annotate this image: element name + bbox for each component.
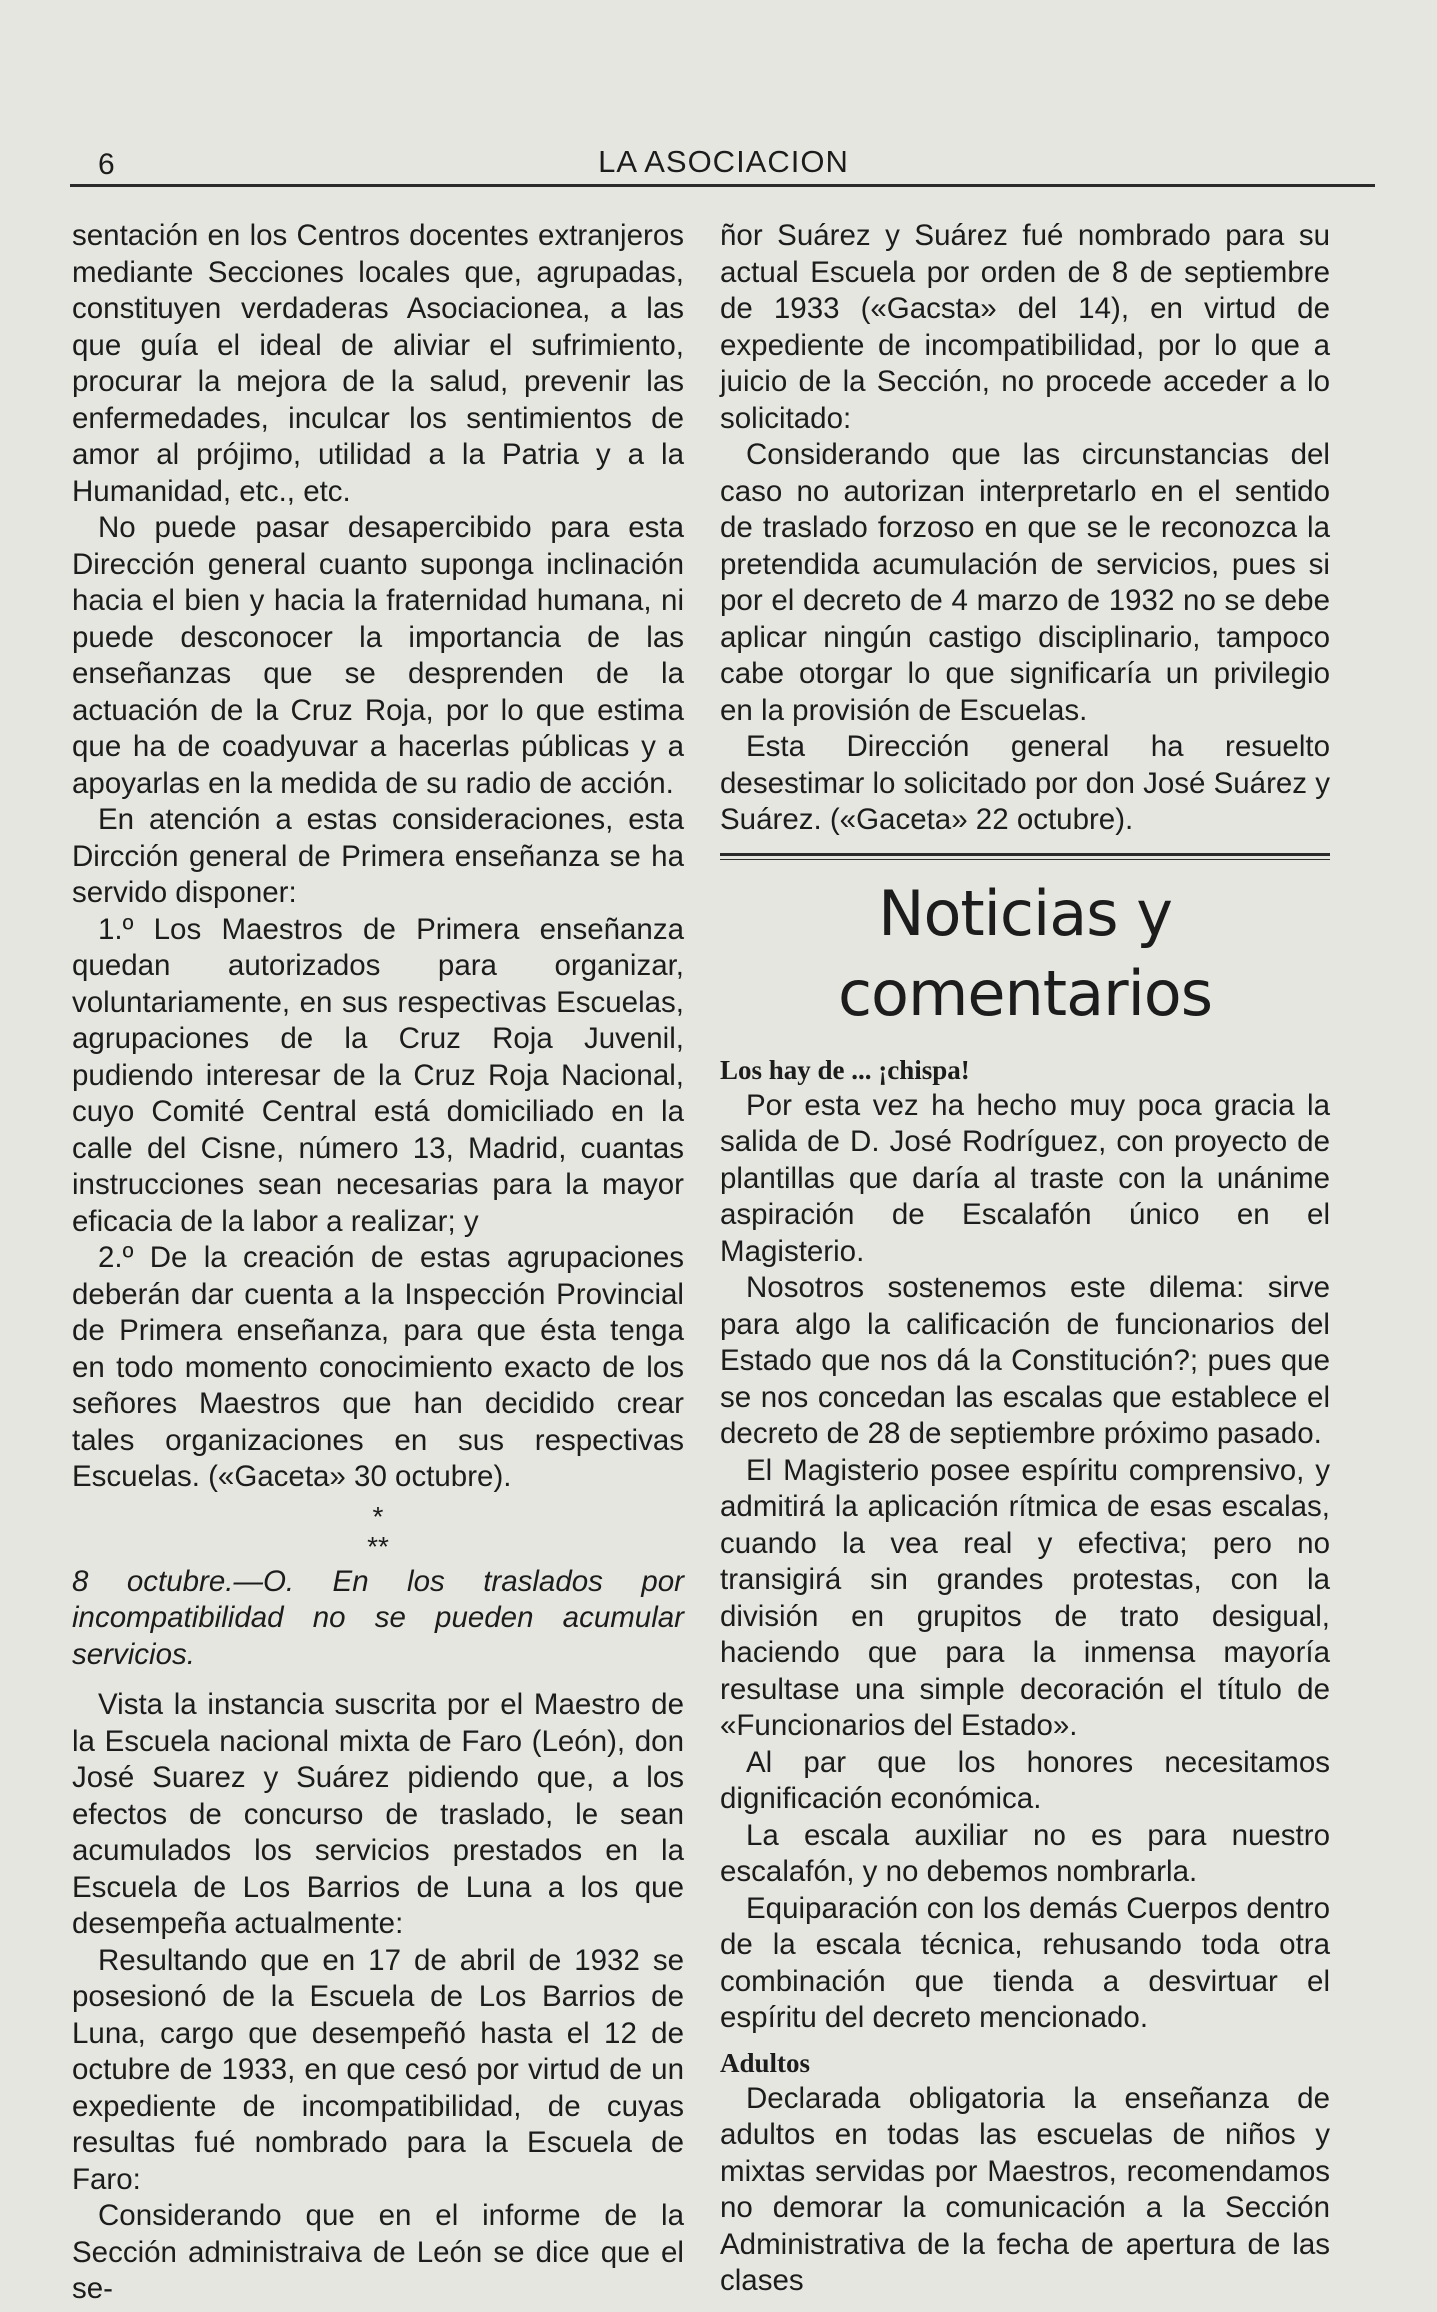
paragraph: Considerando que en el informe de la Sección administraiva de León se dice que el se- xyxy=(72,2199,684,2305)
page-header xyxy=(70,140,1377,180)
page-number: 6 xyxy=(98,148,115,181)
subheading: Adultos xyxy=(720,2047,811,2078)
section-divider xyxy=(720,853,1330,860)
paragraph: ñor Suárez y Suárez fué nombrado para su actual Escuela por orden de 8 de septiembre de 1933 («Gacsta» del 14), en virtud de expediente de incompatibilidad, por lo que a juicio de la Sección, no procede acceder a lo solicitado: xyxy=(720,219,1330,435)
paragraph: 2.º De la creación de estas agrupaciones deberán dar cuenta a la Inspección Provincial de Primera enseñanza, para que ésta tenga en todo momento conocimiento exacto de los señores Maestros que han decidido crear tales organizaciones en sus respectivas Escuelas. («Gaceta» 30 octubre). xyxy=(72,1241,684,1493)
paragraph: No puede pasar desapercibido para esta Dirección general cuanto suponga inclinación hacia el bien y hacia la fraternidad humana, ni puede desconocer la importancia de las enseñanzas que se desprenden de la actuación de la Cruz Roja, por lo que estima que ha de coadyuvar a hacerlas públicas y a apoyarlas en la medida de su radio de acción. xyxy=(72,511,684,800)
right-column xyxy=(720,218,1330,2300)
paragraph: Esta Dirección general ha resuelto desestimar lo solicitado por don José Suárez y Suárez. («Gaceta» 22 octubre). xyxy=(720,730,1330,836)
left-column xyxy=(72,218,684,2308)
italic-heading: 8 octubre.—O. En los traslados por incompatibilidad no se pueden acumular servicios. xyxy=(72,1564,684,1671)
paragraph: Por esta vez ha hecho muy poca gracia la salida de D. José Rodríguez, con proyecto de plantillas que daría al traste con la unánime aspiración de Escalafón único en el Magisterio. xyxy=(720,1088,1330,1268)
header-rule xyxy=(70,184,1375,187)
paragraph: Equiparación con los demás Cuerpos dentro de la escala técnica, rehusando toda otra combinación que tienda a desvirtuar el espíritu del decreto mencionado. xyxy=(720,1891,1330,2034)
paragraph: Considerando que las circunstancias del caso no autorizan interpretarlo en el sentido de traslado forzoso en que se le reconozca la pretendida acumulación de servicios, pues si por el decreto de 4 marzo de 1932 no se debe aplicar ningún castigo disciplinario, tampoco cabe otorgar lo que significaría un privilegio en la provisión de Escuelas. xyxy=(720,438,1330,727)
paragraph: 1.º Los Maestros de Primera enseñanza quedan autorizados para organizar, voluntariamente, en sus respectivas Escuelas, agrupaciones de la Cruz Roja Juvenil, pudiendo interesar de la Cruz Roja Nacional, cuyo Comité Central está domiciliado en la calle del Cisne, número 13, Madrid, cuantas instrucciones sean necesarias para la mayor eficacia de la labor a realizar; y xyxy=(72,912,684,1238)
paragraph: Declarada obligatoria la enseñanza de adultos en todas las escuelas de niños y mixtas servidas por Maestros, recomendamos no demorar la comunicación a la Sección Administrativa de la fecha de apertura de las clases xyxy=(720,2081,1330,2297)
asterism: * ** xyxy=(367,1500,389,1562)
paragraph: El Magisterio posee espíritu comprensivo, y admitirá la aplicación rítmica de esas escalas, cuando la vea real y efectiva; pero no transigirá sin grandes protestas, con la división en grupitos de trato desigual, haciendo que para la inmensa mayoría resultase una simple decoración el título de «Funcionarios del Estado». xyxy=(720,1453,1330,1742)
paragraph: Al par que los honores necesitamos dignificación económica. xyxy=(720,1745,1330,1815)
paragraph: La escala auxiliar no es para nuestro escalafón, y no debemos nombrarla. xyxy=(720,1818,1330,1888)
paragraph: Nosotros sostenemos este dilema: sirve para algo la calificación de funcionarios del Estado que nos dá la Constitución?; pues que se nos concedan las escalas que establece el decreto de 28 de septiembre próximo pasado. xyxy=(720,1271,1330,1450)
paragraph: En atención a estas consideraciones, esta Dircción general de Primera enseñanza se ha servido disponer: xyxy=(72,803,684,909)
subheading: Los hay de ... ¡chispa! xyxy=(720,1054,970,1085)
paragraph: Resultando que en 17 de abril de 1932 se posesionó de la Escuela de Los Barrios de Luna, cargo que desempeñó hasta el 12 de octubre de 1933, en que cesó por virtud de un expediente de incompatibilidad, de cuyas resultas fué nombrado para la Escuela de Faro: xyxy=(72,1943,684,2196)
running-title: LA ASOCIACION xyxy=(598,144,849,179)
paragraph: Vista la instancia suscrita por el Maestro de la Escuela nacional mixta de Faro (León), don José Suarez y Suárez pidiendo que, a los efectos de concurso de traslado, le sean acumulados los servicios prestados en la Escuela de Los Barrios de Luna a los que desempeña actualmente: xyxy=(72,1688,684,1940)
paragraph: sentación en los Centros docentes extranjeros mediante Secciones locales que, agrupadas, constituyen verdaderas Asociacionea, a las que guía el ideal de aliviar el sufrimiento, procurar la mejora de la salud, prevenir las enfermedades, inculcar los sentimientos de amor al prójimo, utilidad a la Patria y a la Humanidad, etc., etc. xyxy=(72,219,684,508)
section-title: Noticias y comentarios xyxy=(837,876,1213,1030)
